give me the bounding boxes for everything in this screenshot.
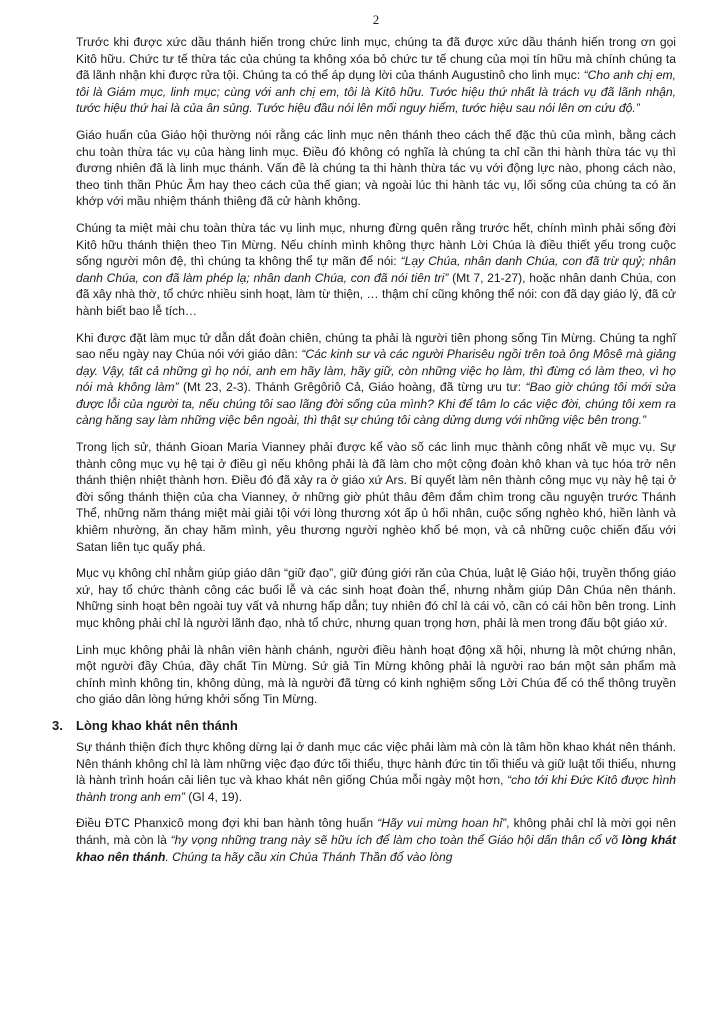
italic-text-span: “Bao giờ chúng tôi mới sửa được lỗi của người ta, nếu chúng tôi sao lãng đời sống của mình? Khi để tâm lo các việc đời, chúng tôi xem ra càng hăng say làm những việc bên ngoài, thì thật sự chúng tôi càng dửng dưng với những việc bên trong.” xyxy=(76,380,676,428)
section-heading xyxy=(52,718,676,733)
text-span: Khi được đặt làm mục tử dẫn dắt đoàn chiên, chúng ta phải là người tiên phong sống Tin Mừng. Chúng ta nghĩ sao nếu ngày nay Chúa nói với giáo dân: xyxy=(76,330,676,362)
paragraph-p6 xyxy=(76,565,676,631)
italic-text-span: . Chúng ta hãy cầu xin Chúa Thánh Thần đổ vào lòng xyxy=(165,849,453,864)
text-span: Trước khi được xức dầu thánh hiến trong chức linh mục, chúng ta đã được xức dầu thánh hiến trong ơn gọi Kitô hữu. Chức tư tế thừa tác của chúng ta không xóa bỏ chức tư tế chung của mọi tín hữu mà chính chúng ta đã lãnh nhận khi được rửa tội. Chúng ta có thể áp dụng lời của thánh Augustinô cho linh mục: xyxy=(76,35,676,83)
text-span: (Mt 7, 21-27), hoặc nhân danh Chúa, con đã xây nhà thờ, tổ chức nhiều sinh hoạt, làm từ thiện, … thậm chí cũng không thể nói: con đã dạy giáo lý, đã cử hành biết bao lễ tích… xyxy=(76,270,676,318)
paragraph-p3 xyxy=(76,220,676,320)
text-span: (Mt 23, 2-3). Thánh Grêgôriô Cả, Giáo hoàng, đã từng ưu tư: xyxy=(178,380,526,395)
page-number: 2 xyxy=(372,12,380,27)
text-span: Giáo huấn của Giáo hội thường nói rằng các linh mục nên thánh theo cách thế đặc thù của mình, bằng cách chu toàn thừa tác vụ của hàng linh mục. Điều đó không có nghĩa là chúng ta chỉ cần thi hành thừa tác vụ thì đương nhiên đã là linh mục thánh. Vấn đề là chúng ta thi hành thừa tác vụ với động lực nào, phong cách nào, theo tinh thần Phúc Âm hay theo cách của thế gian; và ngoài lúc thi hành tác vụ, lối sống của chúng ta có ăn khớp với mầu nhiệm thánh thiêng đã cử hành không. xyxy=(76,127,676,209)
paragraph-p1 xyxy=(76,34,676,117)
section-number: 3. xyxy=(52,717,63,733)
italic-text-span: “cho tới khi Đức Kitô được hình thành trong anh em” xyxy=(76,773,676,804)
bold-italic-span: lòng khát khao nên thánh xyxy=(76,832,676,864)
italic-text-span: “hy vọng những trang này sẽ hữu ích để làm cho toàn thể Giáo hội dấn thân cổ võ xyxy=(170,832,622,847)
body-text xyxy=(76,34,676,708)
paragraph-p7 xyxy=(76,642,676,708)
text-span: Sự thánh thiện đích thực không dừng lại ở danh mục các việc phải làm mà còn là tâm hồn khao khát nên thánh. Nên thánh không chỉ là làm những việc đạo đức tối thiểu, thực hành đức tin tối thiểu và giữ luật tối thiểu, nhưng là hành trình hoán cải liên tục và khao khát nên giống Chúa mỗi ngày một hơn, xyxy=(76,739,676,788)
text-span: Điều ĐTC Phanxicô mong đợi khi ban hành tông huấn xyxy=(76,816,378,831)
italic-text-span: “Cho anh chị em, tôi là Giám mục, linh mục; cùng với anh chị em, tôi là Kitô hữu. Tước hiệu thứ nhất là trách vụ đã lãnh nhận, tước hiệu thứ hai là của ân sủng. Tước hiệu đầu nói lên mối nguy hiểm, tước hiệu sau nói lên ơn cứu độ.” xyxy=(76,68,676,116)
italic-text-span: “Lạy Chúa, nhân danh Chúa, con đã trừ quỷ; nhân danh Chúa, con đã làm phép lạ; nhân danh Chúa, con đã nói tiên tri” xyxy=(76,254,676,285)
paragraph-p2 xyxy=(76,127,676,210)
paragraph-s2 xyxy=(76,815,676,865)
text-span: Trong lịch sử, thánh Gioan Maria Vianney phải được kể vào số các linh mục thành công nhất về mục vụ. Sự thành công mục vụ hệ tại ở điều gì nếu không phải là đã làm cho một cộng đoàn khô khan và tục hóa trở nên thánh thiện nhiệt thành hơn. Điều đó đã xảy ra ở giáo xứ Ars. Bí quyết làm nên thành công mục vụ này hệ tại ở đời sống thánh thiện của cha Vianney, ở những giờ phút thâu đêm đắm chìm trong cầu nguyện trước Thánh Thể, những năm tháng miệt mài giải tội với lòng thương xót ấp ủ hối nhân, cuộc sống nghèo khó, hiền lành và khiêm nhường, ăn chay hãm mình, yêu thương người nghèo khổ bé mọn, và cả những cuộc chiến đấu với Satan liên tục quấy phá. xyxy=(76,440,676,554)
text-span: (Gl 4, 19). xyxy=(184,789,243,804)
paragraph-s1 xyxy=(76,739,676,805)
section-body-text xyxy=(76,739,676,865)
italic-text-span: “Hãy vui mừng hoan hỉ” xyxy=(377,816,507,831)
text-span: Mục vụ không chỉ nhằm giúp giáo dân “giữ đạo”, giữ đúng giới răn của Chúa, luật lệ Giáo hội, truyền thống giáo xứ, hay tổ chức thành công các buổi lễ và các sinh hoạt đoàn thể, nhưng nhằm giúp Dân Chúa nên thánh. Những sinh hoạt bên ngoài tuy vất vả nhưng hấp dẫn; tuy nhiên đó chỉ là cái vỏ, cần có cái hồn bên trong. Linh mục không phải chỉ là người lãnh đạo, nhà tổ chức, nhưng quan trọng hơn, phải là men trong đấu bột giáo xứ. xyxy=(76,566,676,630)
italic-text-span: “Các kinh sư và các người Pharisêu ngồi trên toà ông Môsê mà giảng dạy. Vậy, tất cả những gì họ nói, anh em hãy làm, hãy giữ, còn những việc họ làm, thì đừng có làm theo, vì họ nói mà không làm” xyxy=(76,347,676,395)
text-span: , không phải chỉ là mời gọi nên thánh, mà còn là xyxy=(76,816,677,847)
text-span: Linh mục không phải là nhân viên hành chánh, người điều hành hoạt động xã hội, nhưng là một chứng nhân, một người đầy Chúa, đầy chất Tin Mừng. Sứ giả Tin Mừng không phải là người rao bán một sản phẩm mà chính mình không tin, không dùng, mà là người đã từng có kinh nghiệm sống Lời Chúa để có thể thông truyền cho giáo dân lòng hứng khởi sống Tin Mừng. xyxy=(76,642,676,707)
paragraph-p4 xyxy=(76,330,676,430)
paragraph-p5 xyxy=(76,439,676,555)
text-span: Chúng ta miệt mài chu toàn thừa tác vụ linh mục, nhưng đừng quên rằng trước hết, chính mình phải sống đời Kitô hữu thánh thiện theo Tin Mừng. Nếu chính mình không thực hành Lời Chúa là điều thiết yếu trong cuộc sống người môn đệ, thì chúng ta không thể tự mãn để nói: xyxy=(76,220,676,269)
section-title: Lòng khao khát nên thánh xyxy=(76,717,238,733)
